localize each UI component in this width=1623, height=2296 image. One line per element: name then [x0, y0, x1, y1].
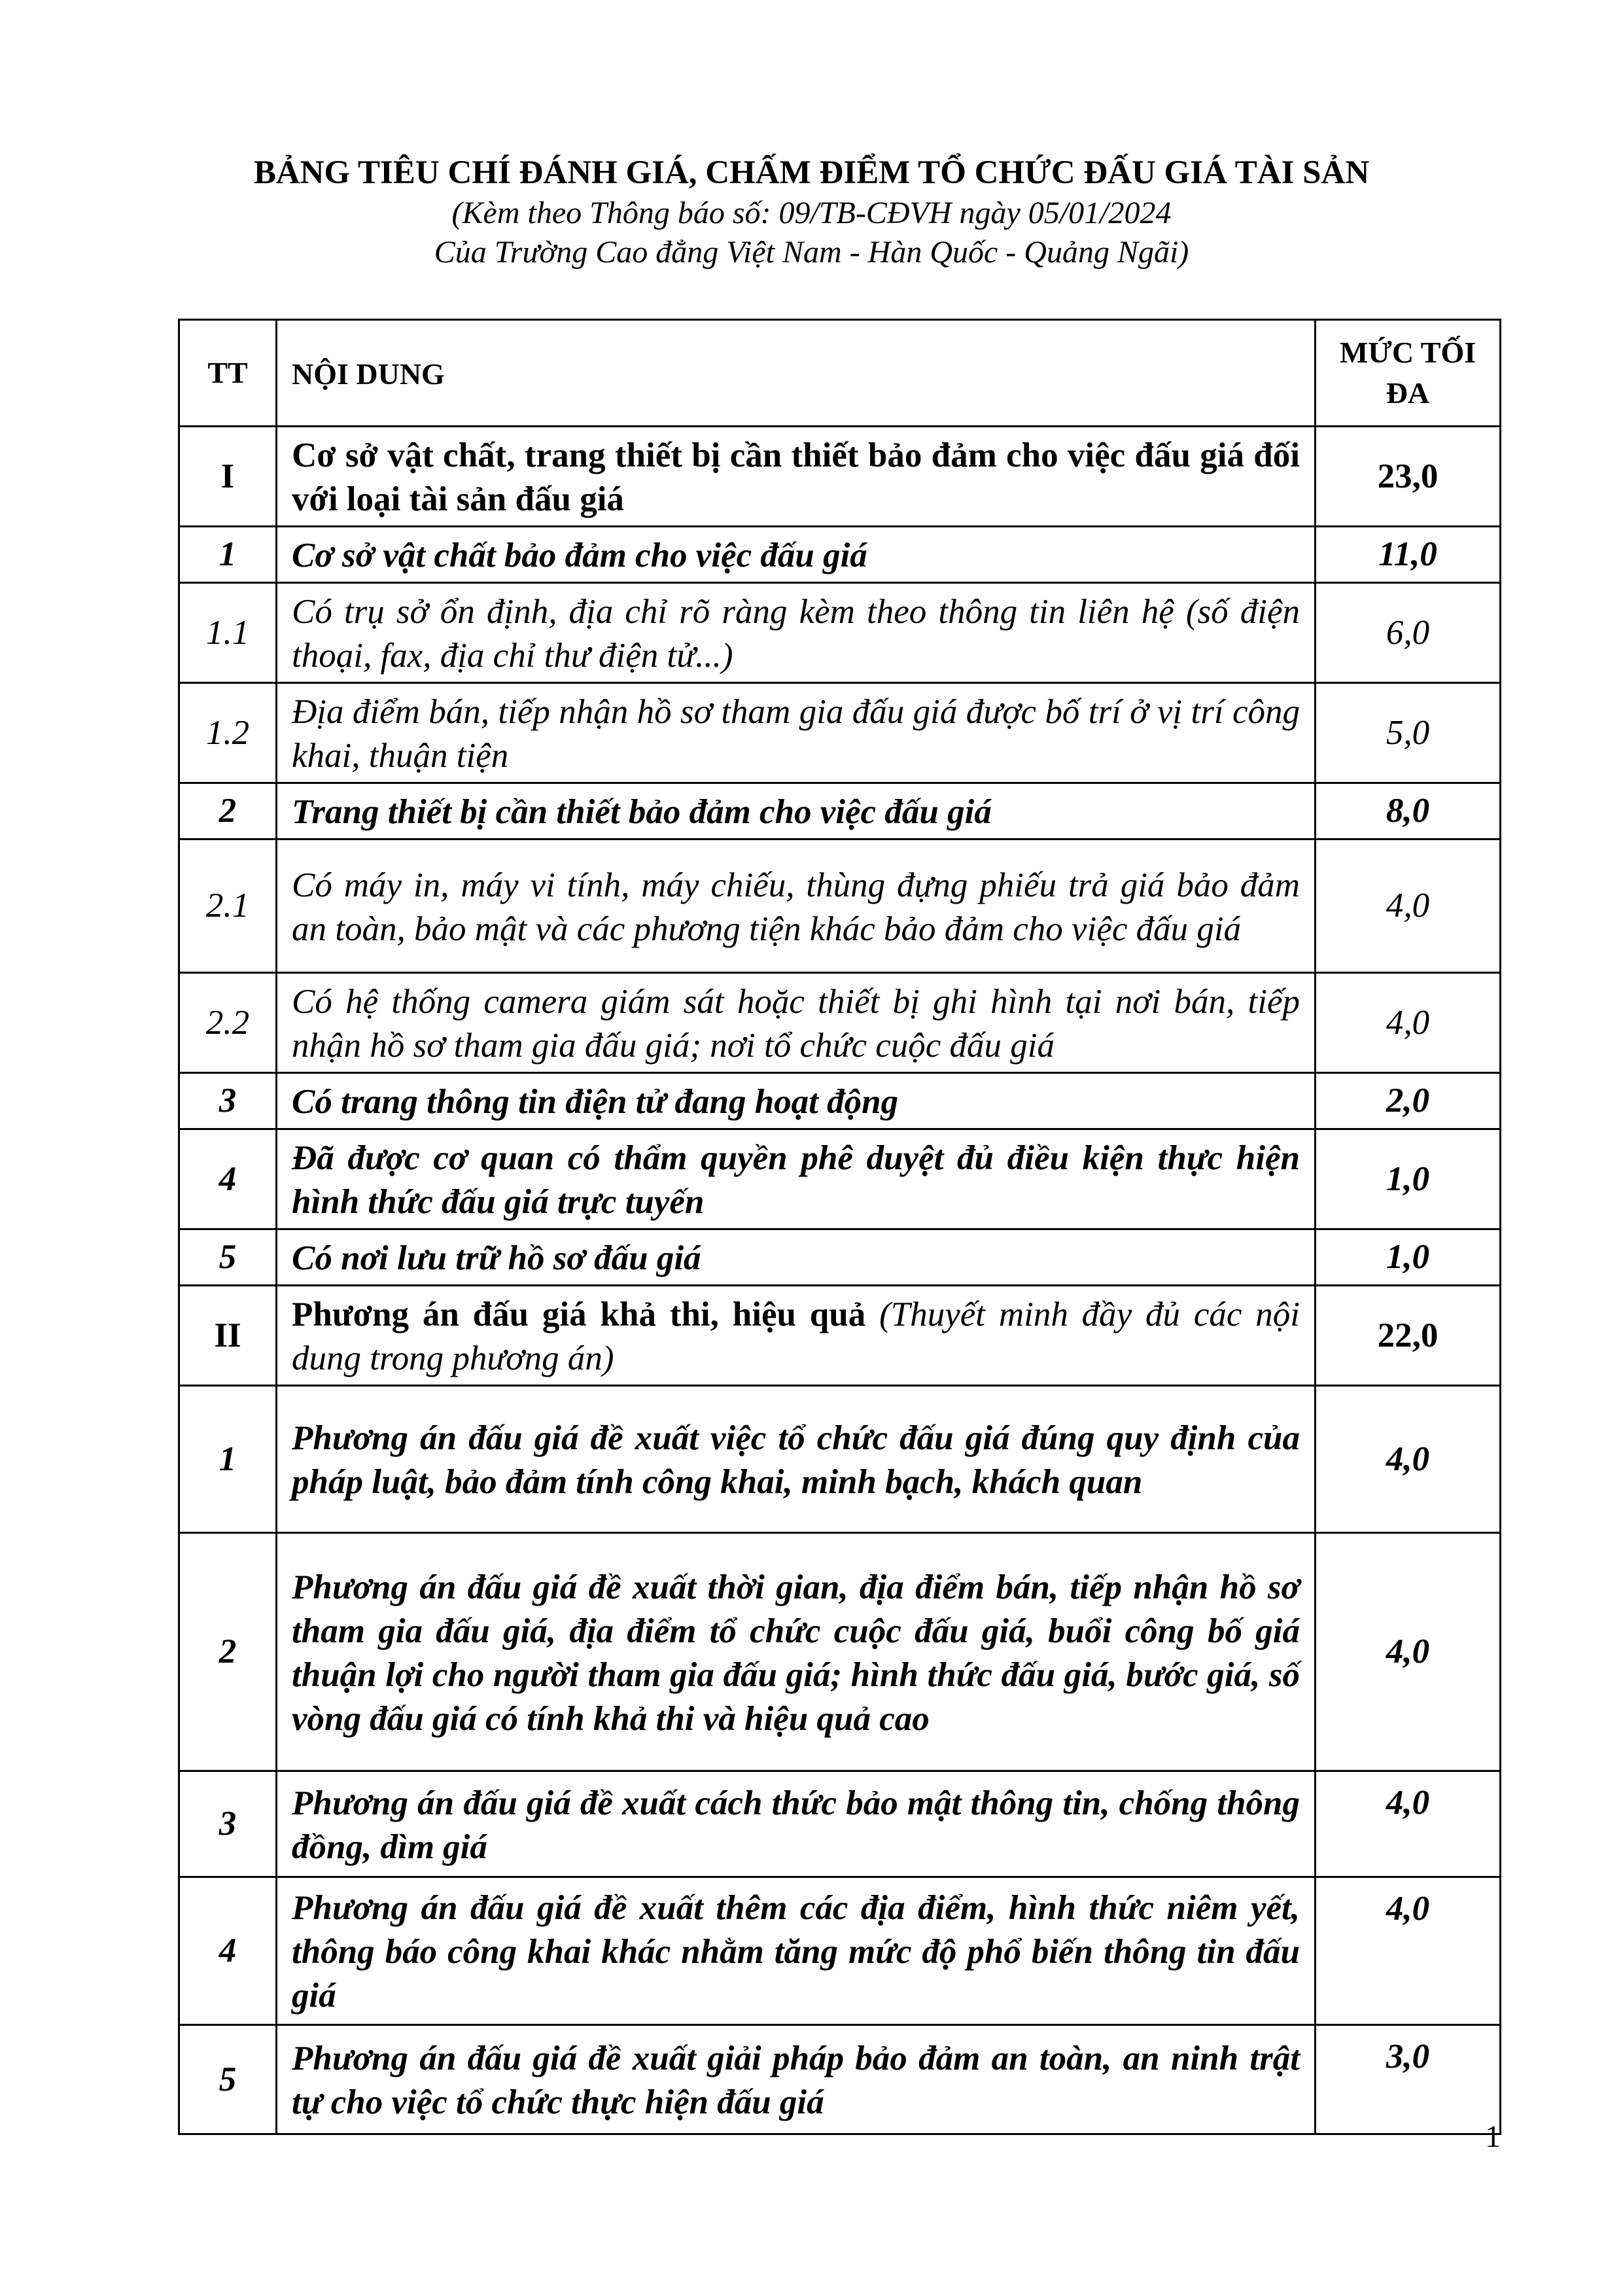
document-subtitle-line1: (Kèm theo Thông báo số: 09/TB-CĐVH ngày 05/01/2024: [451, 196, 1172, 230]
table-row: [179, 683, 1501, 783]
row-score: 1,0: [1316, 1129, 1501, 1229]
row-content: Địa điểm bán, tiếp nhận hồ sơ tham gia đấu giá được bố trí ở vị trí công khai, thuận tiện: [277, 683, 1316, 783]
row-content: Phương án đấu giá đề xuất giải pháp bảo đảm an toàn, an ninh trật tự cho việc tổ chức thực hiện đấu giá: [277, 2025, 1316, 2134]
row-content: Trang thiết bị cần thiết bảo đảm cho việc đấu giá: [277, 783, 1316, 839]
table-row: [179, 2025, 1501, 2134]
row-score: 6,0: [1316, 583, 1501, 683]
table-row: [179, 427, 1501, 527]
row-content: [277, 1286, 1316, 1386]
row-tt: 1: [179, 527, 277, 583]
row-tt: 2: [179, 783, 277, 839]
row-content: Có máy in, máy vi tính, máy chiếu, thùng đựng phiếu trả giá bảo đảm an toàn, bảo mật và các phương tiện khác bảo đảm cho việc đấu giá: [277, 839, 1316, 973]
page-number: 1: [1485, 2119, 1501, 2154]
row-score: 3,0: [1316, 2025, 1501, 2134]
row-content: Phương án đấu giá đề xuất cách thức bảo mật thông tin, chống thông đồng, dìm giá: [277, 1771, 1316, 1877]
row-tt: I: [179, 427, 277, 527]
row-tt: 1.1: [179, 583, 277, 683]
row-score: 4,0: [1316, 1386, 1501, 1533]
row-content: Có trụ sở ổn định, địa chỉ rõ ràng kèm theo thông tin liên hệ (số điện thoại, fax, địa chỉ thư điện tử...): [277, 583, 1316, 683]
table-row: [179, 527, 1501, 583]
table-row: [179, 839, 1501, 973]
row-tt: II: [179, 1286, 277, 1386]
row-score: 4,0: [1316, 973, 1501, 1073]
row-content: Cơ sở vật chất, trang thiết bị cần thiết bảo đảm cho việc đấu giá đối với loại tài sản đấu giá: [277, 427, 1316, 527]
row-tt: 2.1: [179, 839, 277, 973]
table-row: [179, 1286, 1501, 1386]
table-row: [179, 783, 1501, 839]
row-content-italic: (Thuyết minh đầy đủ các nội dung trong phương án): [292, 1296, 1300, 1377]
row-score: 2,0: [1316, 1073, 1501, 1129]
row-content: Phương án đấu giá đề xuất thời gian, địa điểm bán, tiếp nhận hồ sơ tham gia đấu giá, địa điểm tổ chức cuộc đấu giá, buổi công bố giá thuận lợi cho người tham gia đấu giá; hình thức đấu giá, bước giá, số vòng đấu giá có tính khả thi và hiệu quả cao: [277, 1533, 1316, 1771]
row-score: 4,0: [1316, 839, 1501, 973]
row-content: Cơ sở vật chất bảo đảm cho việc đấu giá: [277, 527, 1316, 583]
row-content: Có hệ thống camera giám sát hoặc thiết bị ghi hình tại nơi bán, tiếp nhận hồ sơ tham gia đấu giá; nơi tổ chức cuộc đấu giá: [277, 973, 1316, 1073]
row-score: 4,0: [1316, 1877, 1501, 2025]
table-row: [179, 1386, 1501, 1533]
row-tt: 5: [179, 1229, 277, 1286]
row-tt: 2.2: [179, 973, 277, 1073]
row-score: 4,0: [1316, 1771, 1501, 1877]
table-row: [179, 973, 1501, 1073]
row-score: 5,0: [1316, 683, 1501, 783]
row-tt: 4: [179, 1877, 277, 2025]
criteria-table: [178, 319, 1501, 2135]
document-subtitle-line2: Của Trường Cao đẳng Việt Nam - Hàn Quốc - Quảng Ngãi): [434, 235, 1189, 270]
row-content: Có trang thông tin điện tử đang hoạt động: [277, 1073, 1316, 1129]
row-tt: 3: [179, 1073, 277, 1129]
row-tt: 3: [179, 1771, 277, 1877]
row-score: 11,0: [1316, 527, 1501, 583]
document-title: BẢNG TIÊU CHÍ ĐÁNH GIÁ, CHẤM ĐIỂM TỔ CHỨC ĐẤU GIÁ TÀI SẢN: [253, 154, 1370, 191]
row-tt: 1: [179, 1386, 277, 1533]
row-content: Phương án đấu giá đề xuất việc tổ chức đấu giá đúng quy định của pháp luật, bảo đảm tính công khai, minh bạch, khách quan: [277, 1386, 1316, 1533]
table-header-row: [179, 320, 1501, 427]
table-row: [179, 1073, 1501, 1129]
header-max-score: MỨC TỐI ĐA: [1316, 320, 1501, 427]
table-row: [179, 1533, 1501, 1771]
table-row: [179, 1877, 1501, 2025]
row-score: 22,0: [1316, 1286, 1501, 1386]
row-tt: 1.2: [179, 683, 277, 783]
table-row: [179, 583, 1501, 683]
row-tt: 2: [179, 1533, 277, 1771]
row-content: Có nơi lưu trữ hồ sơ đấu giá: [277, 1229, 1316, 1286]
row-content-bold: Phương án đấu giá khả thi, hiệu quả: [292, 1296, 866, 1333]
document-header: [0, 152, 1623, 272]
row-score: 23,0: [1316, 427, 1501, 527]
table-row: [179, 1771, 1501, 1877]
header-tt: TT: [179, 320, 277, 427]
header-content: NỘI DUNG: [277, 320, 1316, 427]
row-tt: 5: [179, 2025, 277, 2134]
row-content: Phương án đấu giá đề xuất thêm các địa điểm, hình thức niêm yết, thông báo công khai khác nhằm tăng mức độ phổ biến thông tin đấu giá: [277, 1877, 1316, 2025]
row-score: 4,0: [1316, 1533, 1501, 1771]
row-score: 8,0: [1316, 783, 1501, 839]
table-row: [179, 1129, 1501, 1229]
row-content: Đã được cơ quan có thẩm quyền phê duyệt đủ điều kiện thực hiện hình thức đấu giá trực tuyến: [277, 1129, 1316, 1229]
row-tt: 4: [179, 1129, 277, 1229]
table-row: [179, 1229, 1501, 1286]
row-score: 1,0: [1316, 1229, 1501, 1286]
